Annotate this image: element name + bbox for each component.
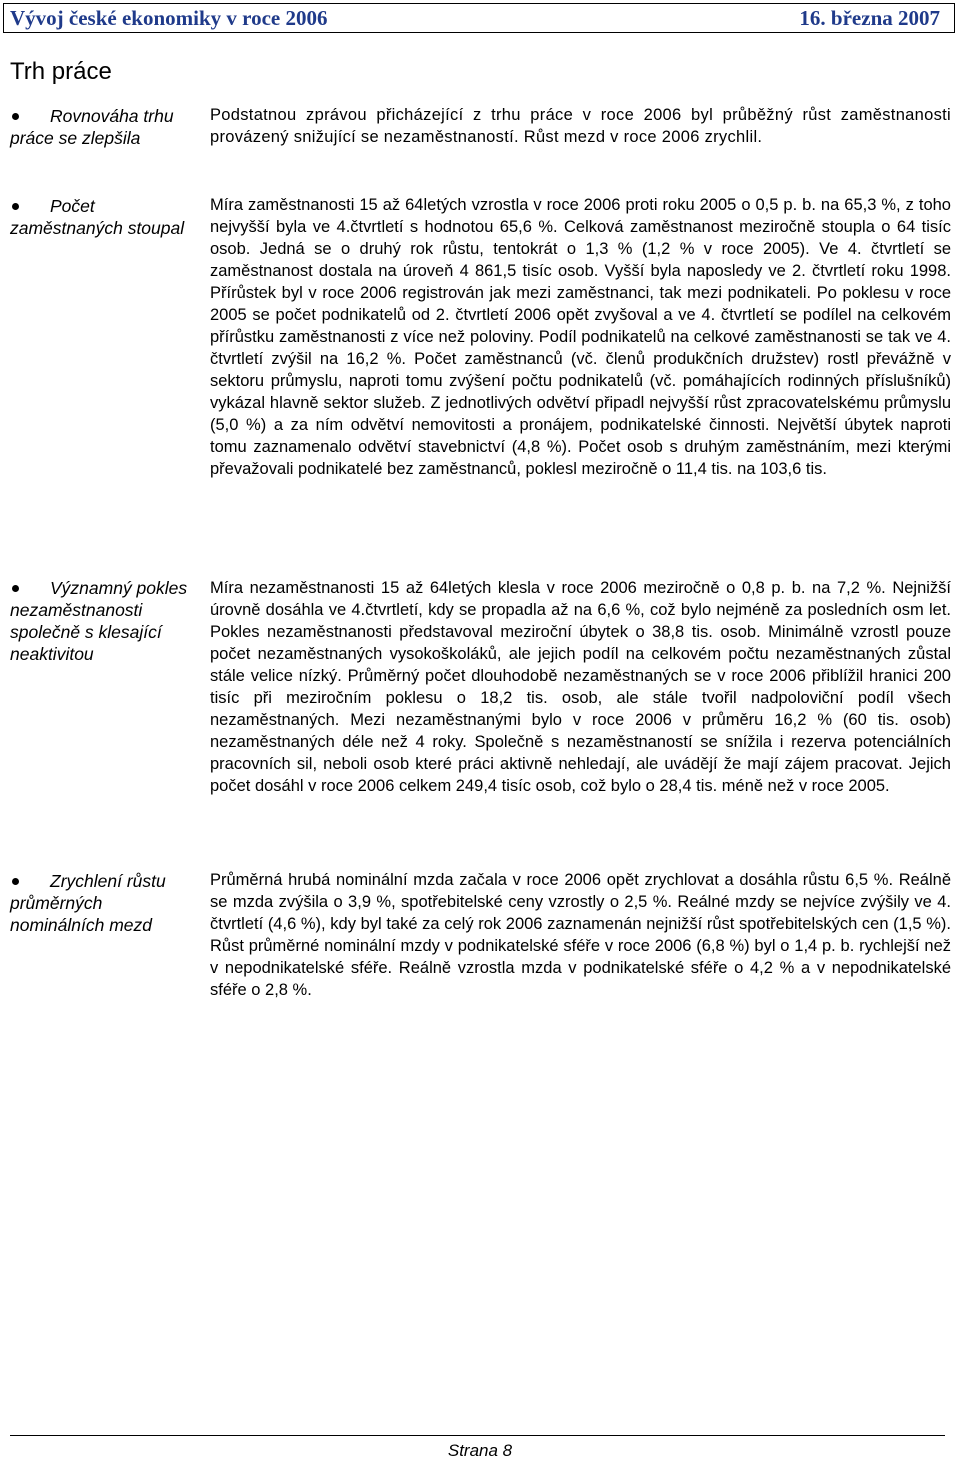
sidebar-note-text: Zrychlení růstu průměrných nominálních mezd (10, 871, 166, 935)
sidebar-note-1 (10, 105, 195, 149)
sidebar-note-text: Významný pokles nezaměstnanosti společně s klesající neaktivitou (10, 578, 188, 664)
bullet-icon (12, 878, 19, 885)
document-title: Vývoj české ekonomiky v roce 2006 (10, 5, 328, 30)
section-title: Trh práce (10, 58, 112, 85)
bullet-icon (12, 113, 19, 120)
sidebar-note-4 (10, 870, 195, 936)
sidebar-note-3 (10, 577, 195, 665)
page-header (3, 3, 955, 33)
paragraph-intro: Podstatnou zprávou přicházející z trhu práce v roce 2006 byl průběžný růst zaměstnanosti provázený snižující se nezaměstnaností. Růst mezd v roce 2006 zrychlil. (210, 106, 951, 146)
paragraph-wages: Průměrná hrubá nominální mzda začala v roce 2006 opět zrychlovat a dosáhla růstu 6,5 %. Reálně se mzda zvýšila o 3,9 %, spotřebitelské ceny vzrostly o 2,5 %. Reálné mzdy se nejvíce zvýšily ve 4. čtvrtletí (4,6 %), kdy byl také za celý rok 2006 zaznamenán nejnižší růst spotřebitelských cen (1,5 %). Růst průměrné nominální mzdy v podnikatelské sféře v roce 2006 (6,8 %) byl o 1,4 p. b. rychlejší než v nepodnikatelské sféře. Reálně vzrostla mzda v podnikatelské sféře o 4,2 % a v nepodnikatelské sféře o 2,8 %. (210, 871, 951, 999)
paragraph-employment: Míra zaměstnanosti 15 až 64letých vzrostla v roce 2006 proti roku 2005 o 0,5 p. b. na 65,3 %, z toho nejvyšší byla ve 4.čtvrtletí s hodnotou 65,6 %. Celková zaměstnanost meziročně stoupla o 64 tisíc osob. Jedná se o druhý rok růstu, tentokrát o 1,3 % (1,2 % v roce 2005). Ve 4. čtvrtletí se zaměstnanost dostala na úroveň 4 861,5 tisíc osob. Vyšší byla naposledy ve 2. čtvrtletí roku 1998. Přírůstek byl v roce 2006 registrován jak mezi zaměstnanci, tak mezi podnikateli. Po poklesu v roce 2005 se počet podnikatelů od 2. čtvrtletí 2006 opět zvyšoval a ve 4. čtvrtletí se podílel na celkovém přírůstku zaměstnanosti z více než poloviny. Podíl podnikatelů na celkové zaměstnanosti se tak ve 4. čtvrtletí zvýšil na 16,2 %. Počet zaměstnanců (vč. členů produkčních družstev) rostl převážně v sektoru průmyslu, naproti tomu zvýšení počtu podnikatelů (vč. pomáhajících rodinných příslušníků) vykázal hlavně sektor služeb. Z jednotlivých odvětví připadl nejvyšší růst zpracovatelskému průmyslu (5,0 %) a za ním odvětví nemovitosti a pronájem, podnikatelské činnosti. Největší úbytek naproti tomu zaznamenalo odvětví stavebnictví (4,8 %). Počet osob s druhým zaměstnáním, mezi kterými převažovali podnikatelé bez zaměstnanců, poklesl meziročně o 11,4 tis. na 103,6 tis. (210, 196, 951, 478)
paragraph-unemployment: Míra nezaměstnanosti 15 až 64letých klesla v roce 2006 meziročně o 0,8 p. b. na 7,2 %. Nejnižší úrovně dosáhla ve 4.čtvrtletí, kdy se propadla až na 6,6 %, což bylo nejméně za posledních osm let. Pokles nezaměstnanosti představoval meziroční úbytek o 38,8 tis. osob. Minimálně vzrostl pouze počet nezaměstnaných vysokoškoláků, ale jejich podíl na celkovém počtu nezaměstnaných zůstal stále velice nízký. Průměrný počet dlouhodobě nezaměstnaných se v roce 2006 přiblížil hranici 200 tisíc při meziročním poklesu o 18,2 tis. osob, ale stále tvořil nadpoloviční podíl všech nezaměstnaných. Mezi nezaměstnanými bylo v roce 2006 v průměru 16,2 % (60 tis. osob) nezaměstnaných déle než 4 roky. Společně s nezaměstnaností se snížila i rezerva potenciálních pracovních sil, neboli osob které práci aktivně nehledají, ale uvádějí že mají zájem pracovat. Jejich počet dosáhl v roce 2006 celkem 249,4 tisíc osob, což bylo o 28,4 tis. méně než v roce 2005. (210, 579, 951, 795)
footer-divider (10, 1435, 945, 1436)
bullet-icon (12, 585, 19, 592)
sidebar-note-2 (10, 195, 195, 239)
sidebar-note-text: Počet zaměstnaných stoupal (10, 196, 185, 238)
page-number: Strana 8 (447, 1441, 513, 1460)
document-date: 16. března 2007 (799, 5, 940, 30)
sidebar-note-text: Rovnováha trhu práce se zlepšila (10, 106, 174, 148)
bullet-icon (12, 203, 19, 210)
